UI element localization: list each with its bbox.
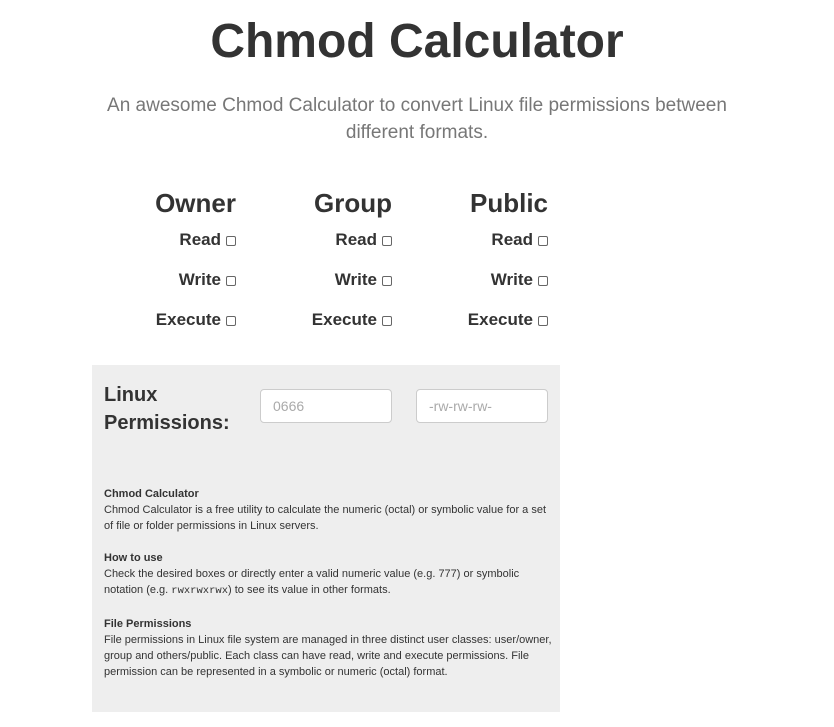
owner-execute-label: Execute: [155, 310, 221, 329]
public-execute-row: [398, 308, 548, 348]
howto-text-end: ) to see its value in other formats.: [228, 584, 391, 596]
public-title: Public: [469, 188, 548, 218]
owner-read-label: Read: [179, 230, 221, 249]
howto-text-start: Check the desired boxes or directly enter a valid numeric value (e.g. 777) or symbolic notation (e.g.: [104, 568, 520, 596]
owner-write-checkbox[interactable]: [226, 276, 236, 286]
about-title: Chmod Calculator: [104, 488, 199, 500]
public-write-row: [398, 268, 548, 308]
group-write-row: [242, 268, 392, 308]
group-read-label: Read: [335, 230, 377, 249]
about-section: [104, 486, 552, 534]
file-permissions-text: File permissions in Linux file system are managed in three distinct user classes: user/owner, group and others/public. Each class can have read, write and execute permissions. File permission can be represented in a symbolic or numeric (octal) format.: [104, 634, 552, 678]
owner-write-row: [86, 268, 236, 308]
public-read-row: [398, 228, 548, 268]
file-permissions-title: File Permissions: [104, 618, 192, 630]
octal-input[interactable]: [260, 389, 392, 423]
about-text: Chmod Calculator is a free utility to calculate the numeric (octal) or symbolic value for a set of file or folder permissions in Linux servers.: [104, 504, 547, 532]
howto-code: rwxrwxrwx: [171, 585, 228, 597]
owner-write-label: Write: [178, 270, 221, 289]
public-write-checkbox[interactable]: [538, 276, 548, 286]
group-read-checkbox[interactable]: [382, 236, 392, 246]
public-column: [398, 186, 548, 348]
group-read-row: [242, 228, 392, 268]
linux-permissions-label: Linux Permissions:: [104, 384, 230, 434]
public-read-label: Read: [491, 230, 533, 249]
owner-execute-row: [86, 308, 236, 348]
file-permissions-section: [104, 616, 552, 680]
symbolic-input[interactable]: [416, 389, 548, 423]
public-write-label: Write: [490, 270, 533, 289]
page-subtitle: An awesome Chmod Calculator to convert Linux file permissions between different formats.: [107, 95, 727, 143]
owner-column: [86, 186, 236, 348]
owner-read-checkbox[interactable]: [226, 236, 236, 246]
page-title: Chmod Calculator: [210, 15, 624, 68]
results-panel: [92, 365, 560, 712]
group-write-checkbox[interactable]: [382, 276, 392, 286]
howto-title: How to use: [104, 552, 163, 564]
owner-execute-checkbox[interactable]: [226, 316, 236, 326]
howto-section: [104, 550, 552, 599]
public-execute-label: Execute: [467, 310, 533, 329]
group-execute-row: [242, 308, 392, 348]
group-execute-checkbox[interactable]: [382, 316, 392, 326]
owner-title: Owner: [155, 188, 236, 218]
howto-text: [104, 566, 552, 599]
public-execute-checkbox[interactable]: [538, 316, 548, 326]
group-execute-label: Execute: [311, 310, 377, 329]
group-title: Group: [314, 188, 392, 218]
group-write-label: Write: [334, 270, 377, 289]
public-read-checkbox[interactable]: [538, 236, 548, 246]
group-column: [242, 186, 392, 348]
owner-read-row: [86, 228, 236, 268]
